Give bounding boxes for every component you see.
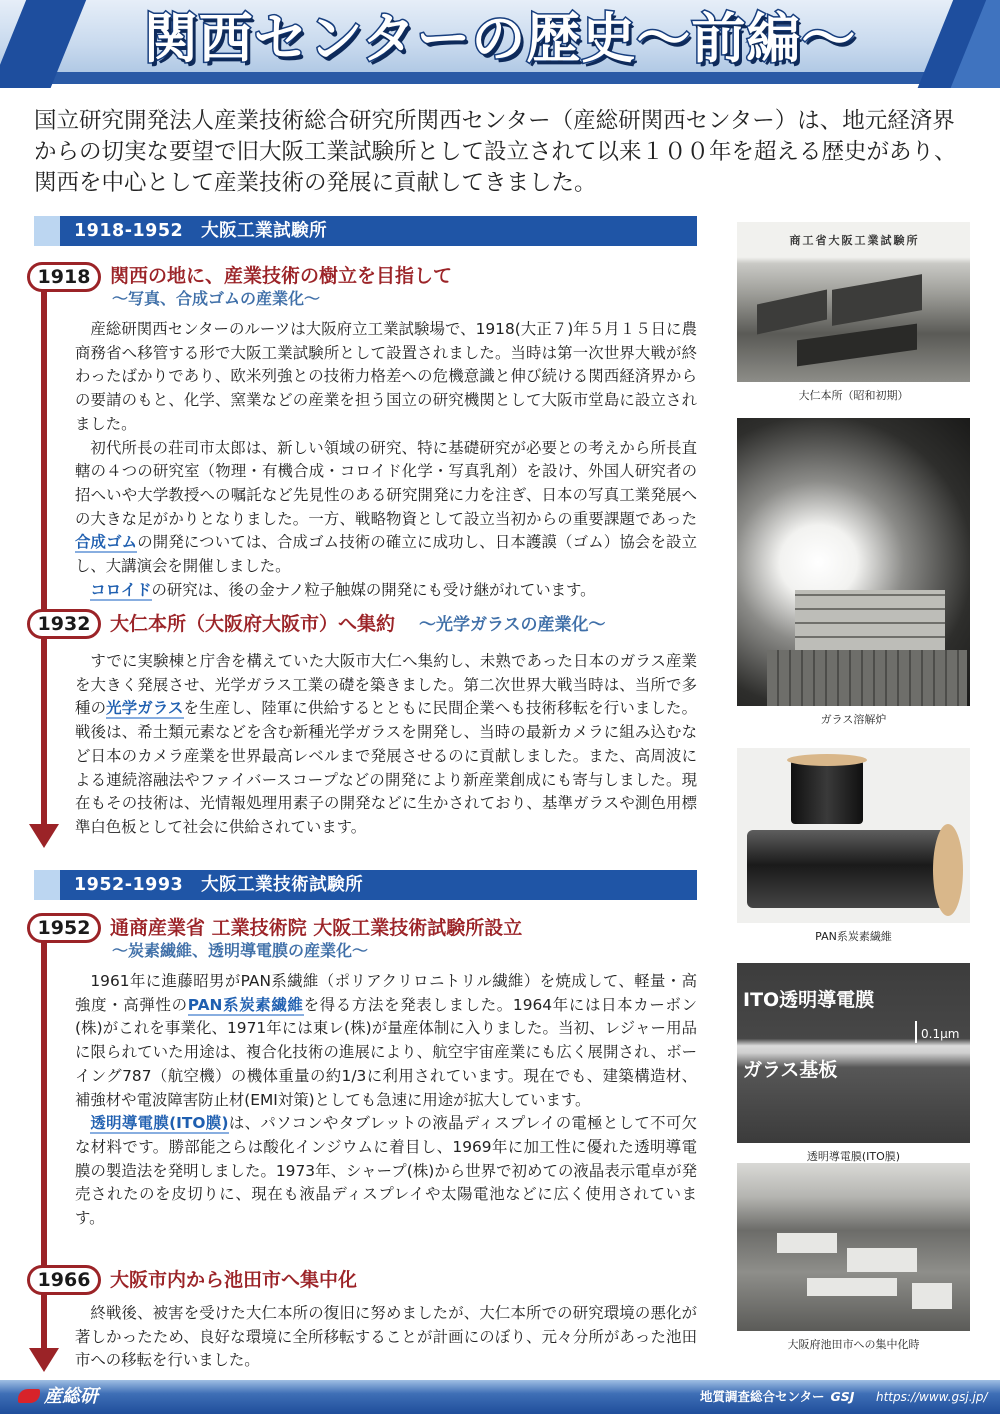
year-badge-1952: 1952 [27, 913, 101, 943]
aist-logo [18, 1384, 98, 1410]
text-run: の研究は、後の金ナノ粒子触媒の開発にも受け継がれています。 [151, 580, 596, 599]
photo-osaka-main-office [737, 222, 970, 404]
event-body-1966 [75, 1302, 697, 1373]
text-run: は、パソコンやタブレットの液晶ディスプレイの電極として不可欠な材料です。勝部能之らは酸化インジウムに着目し、1969年に加工性に優れた透明導電膜の製造法を発明しました。1973年、シャープ(株)から世界で初めての液晶表示電卓が発売されたのを皮切りに、現在も液晶ディスプレイや太陽電池などに広く使用されています。 [75, 1114, 697, 1228]
text-run: の開発については、合成ゴム技術の確立に成功し、日本護謨（ゴム）協会を設立し、大講演会を開催しました。 [75, 533, 697, 576]
photo-caption: PAN系炭素繊維 [815, 930, 892, 943]
photo-ikeda-campus [737, 1163, 970, 1353]
paragraph [75, 437, 697, 579]
photo-caption: 大仁本所（昭和初期） [798, 389, 909, 402]
event-title-1932 [110, 612, 606, 637]
event-subtitle-1932: 〜光学ガラスの産業化〜 [419, 615, 606, 635]
building-shape [832, 274, 922, 326]
year-badge-1966: 1966 [27, 1265, 101, 1295]
photo-image [737, 963, 970, 1143]
page-title: 関西センターの歴史〜前編〜 [143, 7, 857, 70]
text-run: を得る方法を発表しました。1964年には日本カーボン(株)がこれを事業化、1971年には東レ(株)が量産体制に入りました。当初、レジャー用品に限られていた用途は、複合化技術の進展により、航空宇宙産業にも広く展開され、ボーイング787（航空機）の機体重量の約1/3に利用されています。現在でも、建築構造材、補強材や電波障害防止材(EMI対策)としても急速に用途が拡大しています。 [75, 995, 697, 1109]
building-shape [807, 1278, 897, 1296]
building-shape [797, 324, 917, 367]
photo-glass-furnace [737, 418, 970, 728]
event-subtitle-1952: 〜炭素繊維、透明導電膜の産業化〜 [112, 941, 369, 960]
event-subtitle-1918: 〜写真、合成ゴムの産業化〜 [112, 289, 321, 308]
era-label: 1952-1993 大阪工業技術試験所 [74, 875, 364, 895]
text-run: すでに実験棟と庁舎を構えていた大阪市大仁へ集約し、未熟であった日本のガラス産業を大きく発展させ、光学ガラス工業の礎を築きました。第二次世界大戦当時は、当所で多種の [75, 652, 697, 718]
year-badge-1932: 1932 [27, 609, 101, 639]
fiber-spool [791, 760, 863, 824]
keyword-link-optical-glass[interactable]: 光学ガラス [106, 699, 184, 718]
era-bar-1952-1993 [34, 870, 697, 900]
keyword-link-synthetic-rubber[interactable]: 合成ゴム [75, 533, 138, 552]
building-shape [847, 1248, 917, 1272]
event-title-1966: 大阪市内から池田市へ集中化 [110, 1269, 358, 1291]
event-title-text: 大仁本所（大阪府大阪市）へ集約 [110, 613, 396, 635]
building-shape [777, 1233, 837, 1253]
photo-image [737, 222, 970, 382]
photo-image [737, 748, 970, 923]
event-body-1932 [75, 650, 697, 840]
building-shape [912, 1283, 952, 1309]
scale-marker [915, 1021, 917, 1043]
paragraph [75, 650, 697, 840]
fiber-roll [747, 830, 947, 908]
paragraph [75, 579, 697, 603]
photo-image [737, 1163, 970, 1331]
text-run: を生産し、陸軍に供給するとともに民間企業へも技術移転を行いました。戦後は、希土類元素などを含む新種光学ガラスを開発し、当時の最新カメラに組み込むなど日本のカメラ産業を世界最高レベルまで発展させるのに貢献しました。また、高周波による連続溶融法やファイバースコープなどの開発により新産業創成にも寄与しました。現在もその技術は、光情報処理用素子の開発などに生かされており、基準ガラスや測色用標準白色板として社会に供給されています。 [75, 699, 697, 836]
spool-cap [787, 754, 867, 766]
photo-ito-film [737, 963, 970, 1165]
building-shape [757, 290, 827, 335]
photo-caption: 透明導電膜(ITO膜) [806, 1150, 901, 1163]
intro-paragraph: 国立研究開発法人産業技術総合研究所関西センター（産総研関西センター）は、地元経済界からの切実な要望で旧大阪工業試験所として設立されて以来１００年を超える歴史があり、関西を中心として産業技術の発展に貢献してきました。 [34, 108, 957, 196]
paragraph: 終戦後、被害を受けた大仁本所の復旧に努めましたが、大仁本所での研究環境の悪化が著しかったため、良好な環境に全所移転することが計画にのぼり、元々分所があった池田市への移転を行いました。 [75, 1304, 697, 1370]
keyword-link-pan-carbon-fiber[interactable]: PAN系炭素繊維 [187, 995, 304, 1014]
era-bar-1918-1952 [34, 216, 697, 246]
glass-substrate-label: ガラス基板 [743, 1059, 838, 1081]
gsj-url-link[interactable]: https://www.gsj.jp/ [876, 1390, 988, 1404]
page-header [0, 0, 1000, 88]
text-run: 1961年に進藤昭男がPAN系繊維（ポリアクリロニトリル繊維）を焼成して、軽量・高強度・高弾性の [75, 972, 697, 1014]
aist-logo-icon [18, 1389, 40, 1403]
paragraph: 産総研関西センターのルーツは大阪府立工業試験場で、1918(大正７)年５月１５日に農商務省へ移管する形で大阪工業試験所として設置されました。当時は第一次世界大戦が終わったばかりであり、欧米列強との技術力格差への危機意識と伸び続ける関西経済界からの要請のもと、化学、窯業などの産業を担う国立の研究機関として大阪市堂島に設立されました。 [75, 320, 697, 433]
ito-label: ITO透明導電膜 [743, 989, 875, 1011]
gsj-name: 地質調査総合センター [700, 1389, 825, 1404]
photo-caption: 大阪府池田市への集中化時 [787, 1338, 920, 1351]
photo-image [737, 418, 970, 706]
page-footer [0, 1380, 1000, 1414]
text-run: 初代所長の荘司市太郎は、新しい領域の研究、特に基礎研究が必要との考えから所長直轄の４つの研究室（物理・有機合成・コロイド化学・写真乳剤）を設け、外国人研究者の招へいや大学教授への嘱託など先見性のある研究開発に力を注ぎ、日本の写真工業発展への大きな足がかりとなりました。一方、戦略物資として設立当初からの重要課題であった [75, 438, 697, 528]
scale-label: 0.1μm [921, 1027, 960, 1041]
event-title-1918: 関西の地に、産業技術の樹立を目指して [110, 265, 453, 287]
timeline-line [41, 276, 47, 826]
gsj-logo-icon: GSJ [830, 1389, 855, 1404]
year-badge-1918: 1918 [27, 262, 101, 292]
roll-end [933, 824, 963, 916]
event-title-1952: 通商産業省 工業技術院 大阪工業技術試験所設立 [110, 917, 523, 939]
timeline-arrow [29, 1348, 59, 1372]
gsj-credit [700, 1386, 860, 1408]
keyword-link-colloid[interactable]: コロイド [90, 580, 152, 599]
keyword-link-ito-film[interactable]: 透明導電膜(ITO膜) [90, 1114, 229, 1133]
timeline-arrow [29, 824, 59, 848]
event-body-1952 [75, 970, 697, 1231]
paragraph [75, 1112, 697, 1231]
furnace-base [767, 650, 967, 706]
aist-logo-text: 産総研 [44, 1386, 98, 1407]
photo-pan-carbon-fiber [737, 748, 970, 945]
era-label: 1918-1952 大阪工業試験所 [74, 221, 328, 241]
photo-caption: ガラス溶解炉 [820, 713, 887, 726]
paragraph [75, 970, 697, 1112]
photo-placard-text: 商工省大阪工業試験所 [789, 234, 920, 247]
furnace-bricks [795, 590, 945, 650]
event-body-1918 [75, 318, 697, 602]
